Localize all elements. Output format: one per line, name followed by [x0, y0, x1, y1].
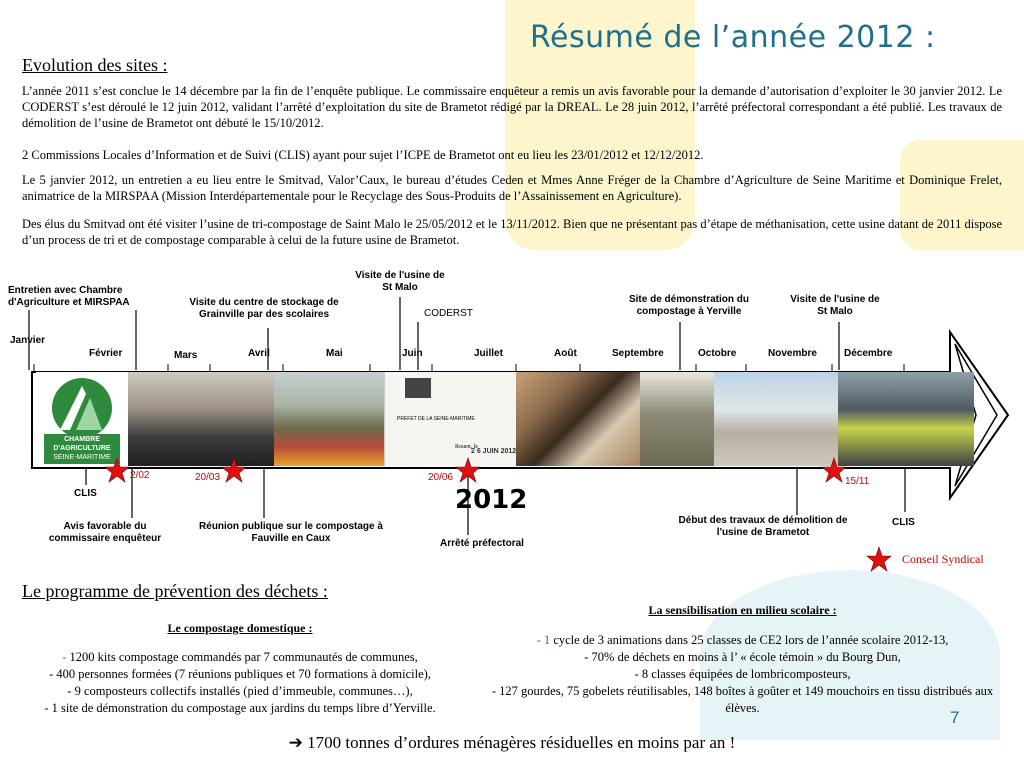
month-fevrier: Février: [89, 348, 123, 359]
event-reunion-publique: Réunion publique sur le compostage à Fauville en Caux: [199, 521, 383, 544]
star-icon: [866, 546, 892, 572]
list-item: 1200 kits compostage commandés par 7 communautés de communes,: [69, 650, 418, 664]
paragraph-2: 2 Commissions Locales d’Information et de Suivi (CLIS) ayant pour sujet l’ICPE de Brametot ont eu lieu les 23/01/2012 et 12/12/2012.: [22, 148, 704, 162]
list-item: - 8 classes équipées de lombricomposteurs,: [634, 667, 851, 681]
prevention-heading: Le programme de prévention des déchets :: [22, 581, 328, 601]
document-rouen-text: Rouen, le: [455, 444, 478, 450]
event-coderst: CODERST: [424, 308, 473, 319]
photo-students-outdoor: [274, 372, 384, 466]
event-visite-stockage: Visite du centre de stockage de Grainville par des scolaires: [189, 297, 339, 320]
legend-conseil-syndical: Conseil Syndical: [902, 552, 984, 566]
month-septembre: Septembre: [612, 348, 664, 359]
evolution-heading: Evolution des sites :: [22, 55, 168, 75]
event-entretien: Entretien avec Chambre d'Agriculture et MIRSPAA: [8, 285, 130, 308]
logo-text-1: CHAMBRE: [64, 436, 100, 443]
event-arrete-prefectoral: Arrêté préfectoral: [440, 538, 524, 549]
event-site-demo: Site de démonstration du compostage à Yerville: [628, 294, 749, 317]
logo-text-2: D'AGRICULTURE: [53, 445, 111, 452]
compostage-dash: -: [62, 650, 70, 664]
event-visite-stmalo-2: Visite de l'usine de St Malo: [790, 294, 880, 317]
date-20-03: 20/03: [195, 472, 221, 483]
scolaire-list: [490, 632, 995, 717]
star-icon: [821, 457, 847, 483]
star-icon: [455, 457, 481, 483]
photo-classroom-compost: [516, 372, 640, 466]
logo-text-3: SEINE-MARITIME: [53, 454, 111, 461]
month-avril: Avril: [248, 348, 270, 359]
date-2-02: 2/02: [130, 470, 150, 481]
star-icon: [221, 457, 247, 483]
month-janvier: Janvier: [10, 335, 46, 346]
list-item: - 127 gourdes, 75 gobelets réutilisables, 148 boîtes à goûter et 149 mouchoirs en tissu distribués aux élèves.: [491, 684, 994, 715]
scolaire-heading: La sensibilisation en milieu scolaire :: [648, 603, 837, 617]
date-15-11: 15/11: [845, 476, 870, 487]
month-novembre: Novembre: [768, 348, 817, 359]
month-decembre: Décembre: [844, 348, 893, 359]
document-stamp-date: 2 6 JUIN 2012: [471, 448, 517, 455]
photo-demolition-site: [714, 372, 838, 466]
event-debut-travaux: Début des travaux de démolition de l'usine de Brametot: [678, 515, 848, 538]
list-item: cycle de 3 animations dans 25 classes de CE2 lors de l’année scolaire 2012-13,: [550, 633, 949, 647]
page-title: Résumé de l’année 2012 :: [530, 20, 936, 55]
paragraph-3: Le 5 janvier 2012, un entretien a eu lieu entre le Smitvad, Valor’Caux, le bureau d’études Ceden et Mmes Anne Fréger de la Chambre d’Agriculture de Seine Maritime et Dominique Frelet, animatrice de la MIRSPAA (Mission Interdépartementale pour le Recyclage des Sous-Produits de l’Assainissement en Agriculture).: [22, 173, 1002, 203]
photo-compost-site: [640, 372, 714, 466]
list-item: - 70% de déchets en moins à l’ « école témoin » du Bourg Dun,: [584, 650, 901, 664]
month-octobre: Octobre: [698, 348, 737, 359]
event-avis-favorable: Avis favorable du commissaire enquêteur: [48, 521, 162, 544]
event-clis-2: CLIS: [892, 517, 915, 528]
month-aout: Août: [554, 348, 577, 359]
conclusion: [0, 733, 1024, 753]
timeline-year: 2012: [455, 485, 528, 515]
conclusion-text: 1700 tonnes d’ordures ménagères résiduelles en moins par an !: [302, 733, 736, 752]
date-20-06: 20/06: [428, 472, 454, 483]
event-visite-stmalo-1: Visite de l'usine de St Malo: [355, 270, 445, 293]
list-item: - 400 personnes formées (7 réunions publiques et 70 formations à domicile),: [49, 667, 431, 681]
month-mai: Mai: [326, 348, 343, 359]
page-number: 7: [950, 708, 960, 727]
month-juillet: Juillet: [474, 348, 503, 359]
list-item: - 1 site de démonstration du compostage aux jardins du temps libre d’Yerville.: [44, 701, 436, 715]
event-clis-1: CLIS: [74, 488, 97, 499]
document-prefet-text: PREFET DE LA SEINE-MARITIME: [397, 416, 475, 422]
star-icon: [104, 457, 130, 483]
scolaire-lead: - 1: [536, 633, 551, 647]
photo-meeting: [128, 372, 274, 466]
arrow-right-icon: ➔: [288, 733, 303, 752]
photo-prefecture-document: [384, 372, 517, 466]
photo-saint-malo-plant: [838, 372, 974, 466]
month-juin: Juin: [402, 348, 423, 359]
compostage-heading: Le compostage domestique :: [167, 621, 313, 635]
month-mars: Mars: [174, 350, 198, 361]
compostage-list: [10, 649, 470, 717]
paragraph-4: Des élus du Smitvad ont été visiter l’usine de tri-compostage de Saint Malo le 25/05/2012 et le 13/11/2012. Bien que ne présentant pas d’étape de méthanisation, cette usine datant de 2011 dispose d’un process de tri et de compostage comparable à celui de la future usine de Brametot.: [22, 217, 1002, 247]
list-item: - 9 composteurs collectifs installés (pied d’immeuble, communes…),: [67, 684, 413, 698]
chambre-agriculture-logo: [36, 372, 128, 466]
paragraph-1: L’année 2011 s’est conclue le 14 décembre par la fin de l’enquête publique. Le commissaire enquêteur a remis un avis favorable pour la demande d’autorisation d’exploiter le 30 janvier 2012. Le CODERST s’est déroulé le 12 juin 2012, validant l’arrêté d’exploitation du site de Brametot rédigé par la DREAL. Le 28 juin 2012, l’arrêté préfectoral correspondant a été publié. Les travaux de démolition de l’usine de Brametot ont débuté le 15/10/2012.: [22, 84, 1002, 130]
